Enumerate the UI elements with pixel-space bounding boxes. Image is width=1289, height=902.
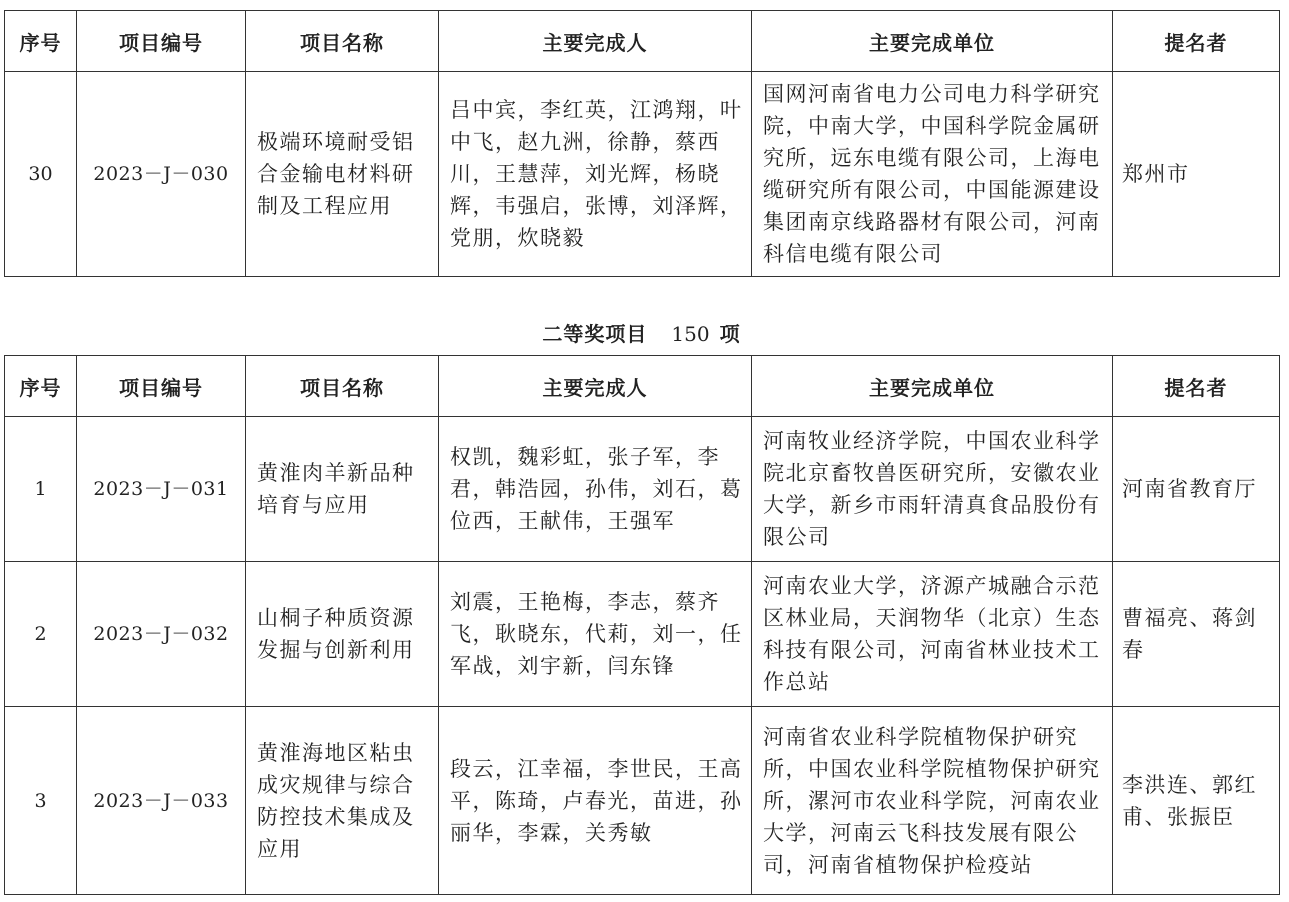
table-header-row xyxy=(5,356,1280,417)
row-code: 2023－J－032 xyxy=(77,562,246,707)
header-nominator: 提名者 xyxy=(1113,356,1280,417)
table-header-row xyxy=(5,11,1280,72)
row-nominator: 郑州市 xyxy=(1113,72,1280,277)
table-row xyxy=(5,707,1280,895)
row-nominator: 李洪连、郭红甫、张振臣 xyxy=(1113,707,1280,895)
header-people: 主要完成人 xyxy=(439,11,752,72)
row-units: 河南牧业经济学院，中国农业科学院北京畜牧兽医研究所，安徽农业大学，新乡市雨轩清真食品股份有限公司 xyxy=(752,417,1113,562)
header-index: 序号 xyxy=(5,356,77,417)
header-index: 序号 xyxy=(5,11,77,72)
row-units: 国网河南省电力公司电力科学研究院，中南大学，中国科学院金属研究所，远东电缆有限公司，上海电缆研究所有限公司，中国能源建设集团南京线路器材有限公司，河南科信电缆有限公司 xyxy=(752,72,1113,277)
row-project-name: 黄淮肉羊新品种培育与应用 xyxy=(246,417,439,562)
row-index: 3 xyxy=(5,707,77,895)
section-unit: 项 xyxy=(719,322,741,346)
row-units: 河南省农业科学院植物保护研究所，中国农业科学院植物保护研究所，漯河市农业科学院，河南农业大学，河南云飞科技发展有限公司，河南省植物保护检疫站 xyxy=(752,707,1113,895)
award-table-second-prize xyxy=(4,355,1280,895)
award-table-top xyxy=(4,10,1280,277)
row-code: 2023－J－031 xyxy=(77,417,246,562)
section-title xyxy=(0,318,1283,350)
table-row xyxy=(5,72,1280,277)
section-count: 150 xyxy=(671,322,710,346)
row-project-name: 极端环境耐受铝合金输电材料研制及工程应用 xyxy=(246,72,439,277)
row-project-name: 山桐子种质资源发掘与创新利用 xyxy=(246,562,439,707)
row-code: 2023－J－030 xyxy=(77,72,246,277)
header-code: 项目编号 xyxy=(77,356,246,417)
header-name: 项目名称 xyxy=(246,356,439,417)
row-people: 刘震，王艳梅，李志，蔡齐飞，耿晓东，代莉，刘一，任军战，刘宇新，闫东锋 xyxy=(439,562,752,707)
header-code: 项目编号 xyxy=(77,11,246,72)
header-name: 项目名称 xyxy=(246,11,439,72)
row-project-name: 黄淮海地区粘虫成灾规律与综合防控技术集成及应用 xyxy=(246,707,439,895)
section-label: 二等奖项目 xyxy=(542,322,648,346)
row-index: 2 xyxy=(5,562,77,707)
row-nominator: 河南省教育厅 xyxy=(1113,417,1280,562)
row-index: 1 xyxy=(5,417,77,562)
row-people: 权凯，魏彩虹，张子军，李君，韩浩园，孙伟，刘石，葛位西，王献伟，王强军 xyxy=(439,417,752,562)
row-people: 吕中宾，李红英，江鸿翔，叶中飞，赵九洲，徐静，蔡西川，王慧萍，刘光辉，杨晓辉，韦强启，张博，刘泽辉，党朋，炊晓毅 xyxy=(439,72,752,277)
row-index: 30 xyxy=(5,72,77,277)
table-row xyxy=(5,562,1280,707)
header-units: 主要完成单位 xyxy=(752,356,1113,417)
header-nominator: 提名者 xyxy=(1113,11,1280,72)
table-row xyxy=(5,417,1280,562)
row-code: 2023－J－033 xyxy=(77,707,246,895)
header-units: 主要完成单位 xyxy=(752,11,1113,72)
row-people: 段云，江幸福，李世民，王高平，陈琦，卢春光，苗进，孙丽华，李霖，关秀敏 xyxy=(439,707,752,895)
row-units: 河南农业大学，济源产城融合示范区林业局，天润物华（北京）生态科技有限公司，河南省林业技术工作总站 xyxy=(752,562,1113,707)
header-people: 主要完成人 xyxy=(439,356,752,417)
row-nominator: 曹福亮、蒋剑春 xyxy=(1113,562,1280,707)
